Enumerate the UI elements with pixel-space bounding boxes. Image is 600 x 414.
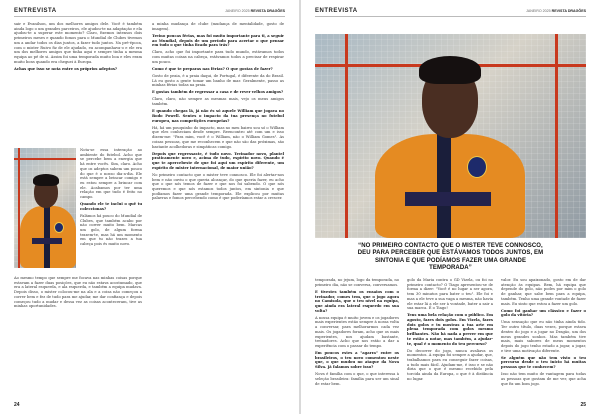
player-photo (14, 148, 76, 268)
interview-answer: Claro, claro, não sempre as mesmas mais, vejo os meus amigos também. (152, 97, 284, 107)
interview-question: E quando chegas lá, já não és só aquele William que jogava no Bodo Powell. Sentes o impacto da tua presença no futebol europeu, nas competições europeias? (152, 109, 284, 123)
interview-answer: Ao mesmo tempo que sempre me focava nas minhas coisas porque estavam a fazer duas posições, que eu não estava acostumado, que era a lateral esquerda, e ala esquerda, e também a equipa mudava. Depois disso, o mister colocou-me na ala e a coisa não começou a correr bem e fez de tudo para me ajudar, me dar confiança e depois começou tudo a mudar e dessa vez as coisas aconteceram, tive as minhas oportunidades. (14, 276, 142, 309)
interview-answer: Uma sensação que eu não tinha ainda tido. Ter outro título, duas vezes, porque estava dentro do jogo e a jogar no Dragão, um dos meus grandes sonhos. Mas também tive mais, mais sabores de meus momentos depois do jogo tenho estado a jogar, a jogar, e tive uma motivação diferente. (501, 320, 586, 353)
left-page-header (14, 6, 285, 17)
right-page-header (315, 6, 586, 17)
interview-answer: sair e Evanilson, um dos melhores amigos dele. Você é também ainda logo o um grandes parceiros, ele ajudou-te na adaptação e ela ajudou-te a superar este momento? Claro, fizemos intensos dois primeiros meses e quando fomos para o Mundial de Clubes tivemos um a andar todos os dias juntos, a fazer tudo juntos. Na pré-época, com o mister Ruivo fiz de ele ajudado, eu acompanhava-o e ele era um dos melhores amigos que tinha aqui e sempre tinha a mesma equipa ao pé de si. Assim foi uma temporada muito boa e eles eram muito bons quando era cheguei à Europa. (14, 22, 142, 64)
interview-question: Achas que isso se nota entre os próprios adeptos? (14, 66, 118, 71)
player-portrait (315, 34, 586, 238)
interview-answer: Falámos há pouco do Mundial de Clubes, que também acabo por não correr muito bem. Marcas um golo, de algum forma trazem-te, mas há um momento em que tu não trazes a tua cabeça pois és muito novo. (80, 213, 142, 247)
interview-answer: Nota-se essa interação ao ambiente do futebol. Acho que se percebe bem a energia que há entre vocês. Sim, claro. Acho que os adeptos sabem um pouco do que é o nosso dia-a-dia. Ele está sempre a brincar comigo e eu estou sempre a brincar com ele. Acabamos por ter uma relação em que tudo é feito no campo. (80, 148, 142, 200)
interview-answer: Claro, acho que foi importante para tudo mundo, estávamos todos com muitas coisas na cabeça, estávamos todos a precisar de respirar um pouco. (152, 50, 284, 64)
interview-question: Depois que regressaste, é tudo novo. Treinador novo, plantel praticamente novo e, acima de tudo, espírito novo. Quando é que te apercebeste de que foi aqui um espírito diferente, um espírito de mister internacional, de maior união? (152, 151, 284, 170)
interview-answer: golo da Maria contra o GD Vizela, ou foi no primeiro contacto? O Tiago apresentou-se de forma a dizer: "Você é no lugar a ser agora, tem 30 minutos para bater o teu". Ele foi e mas a ele teve a sua vaga a mesma, não havia ele estar lá a ele ser à vontade, bater a sair a sua marca. É o Tiago! (407, 278, 493, 311)
page-number-right: 25 (580, 402, 586, 408)
interview-answer: Isso não tem muito de vantagem para todas as pessoas que gostam de me ver, que acha que fiz um bom jogo. (501, 372, 586, 386)
interview-answer: No primeiro contacto que o mister teve connosco. Ele foi alertar-nos bem e não ouviu o que queria alcançar, do que queria fazer, eu acho que o que nós temos de fazer e que nos foi sabendo. O que nós queremos e que nós estamos todos juntos, em sintonia e que podíamos fazer uma grande temporada. Ele explicou por muitas palavras e fomos percebendo como é que poderíamos estar a crescer. (152, 172, 284, 201)
interview-question: Tens uma bela relação com o público. Em agosto, fazes dois golos. Em Vizela, fazes dois golos e tu mostras a tua arte em plena temporada com golos mesmo brilhantes. Não há nada a prever em que te estão a notar, mas também, a ajudar-te, qual é o momento do teu percurso? (407, 313, 493, 346)
interview-answer: A nossa equipa é muito jovem e os jogadores mais experientes estão sempre à nossa volta a conversar, para melhorarmos cada vez mais. Os jogadores foram, acho que os mais experientes, nos ajudam bastante, treinadores. Acho que nos estão a dar a experiência com o passar do tempo. (315, 315, 399, 348)
interview-question: Treino poucas férias, mas foi muito importante para ti, a seguir ao Mundial, depois de um período para acertar o que pensar em tudo o que tinha ficado para trás? (152, 33, 284, 48)
left-column-1-bottom (14, 276, 142, 398)
interview-answer: Gosto de praia, é a praia daqui, de Portugal, é diferente da do Brasil. Lá eu gosto a gente tomar um banho de mar. Geralmente, passo as minhas férias todas na praia. (152, 73, 284, 88)
interview-answer: Há, há um pouquinho do impacto, mas no meu bairro sou só o William que eles conheciam desde sempre. Reencontro até com um e isso dizem-me: "Para mim, você é o William, não o William Gomes". As coisas pessoas, que me reconhecem e que não são das próximas, são bastante acolhedoras e simpáticas comigo. (152, 125, 284, 149)
interview-answer: valor. Eu sou apaixonado, gosto em de dar atenção às equipas. Bem, há equipa que depende do golo, não podes por mim o golo de ganhar, que sabe bem para a equipa, também. Tenho uma grande vontade de fazer mais. Eu sinto que estou a fazer um golo. (501, 278, 586, 306)
interview-question: Se alguém que não tem visto o teu percurso desde o teu início há muitas pessoas que te conhecem? (501, 355, 586, 370)
interview-question: Em poucos estes a "agarra" entre os brasileiros, o teu novo comentou neste que, o que mudou no ataque da Nova Silva. Já falamos sobre isso? (315, 351, 399, 370)
left-column-1-top (14, 22, 142, 146)
interview-question: Quando ele te inclui o quê tu coleccionas? (80, 202, 142, 211)
interview-question: E tivestes também os ensaios com o treinador, comes tem, que o jogo agora no Camisola, que o teu nível na equipa, que ainda era lateral esquerdo em sua volta? (315, 289, 399, 313)
left-column-1-side (80, 148, 142, 274)
section-tag: ENTREVISTA (14, 8, 57, 14)
left-column-2 (152, 22, 284, 398)
right-column-1 (315, 278, 399, 398)
interview-answer: a minha mudança de clube (mudança de mentalidade, gosto de imagem). (152, 22, 284, 31)
right-column-3 (501, 278, 586, 398)
interview-question: Como foi ganhar um clássico e fazer o golo da vitória? (501, 308, 586, 318)
issue-info: JANEIRO 2025 REVISTA DRAGÕES (225, 9, 285, 13)
left-page (0, 0, 299, 414)
section-tag: ENTREVISTA (315, 8, 358, 14)
page-number-left: 24 (14, 402, 20, 408)
right-column-2 (407, 278, 493, 398)
interview-answer: Nova é família com o que, o que interessa à seleção brasileira: família para ser um sinal de estar bem. (315, 372, 399, 386)
issue-info: JANEIRO 2025 REVISTA DRAGÕES (526, 9, 586, 13)
interview-answer: temporada, no jejum, logo da temporada, no primeiro dia, não se conversa, conversamos. (315, 278, 399, 287)
right-page (301, 0, 600, 414)
pull-quote: “NO PRIMEIRO CONTACTO QUE O MISTER TEVE CONNOSCO, DEU PARA PERCEBER QUE ESTÁVAMOS TODOS JUNTOS, EM SINTONIA E QUE PODÍAMOS FAZER UMA GRANDE TEMPORADA” (357, 243, 544, 272)
interview-question: E gostas também de regressar a casa e de rever velhos amigos? (152, 90, 284, 95)
interview-question: Como é que te preparas nas férias? O que gostas de fazer? (152, 66, 273, 71)
interview-answer: Do decorrer do jogo, nunca avaliava os momentos. A equipa foi sempre a ajudar, que, trabalhamos para eu conseguir fazer coisas, a tudo mais fácil. Ajudam-me, é isso e se não diria que o que é mesmo recebido pela torcida ainda da Europa, o que é à distância no lugar. (407, 348, 493, 381)
